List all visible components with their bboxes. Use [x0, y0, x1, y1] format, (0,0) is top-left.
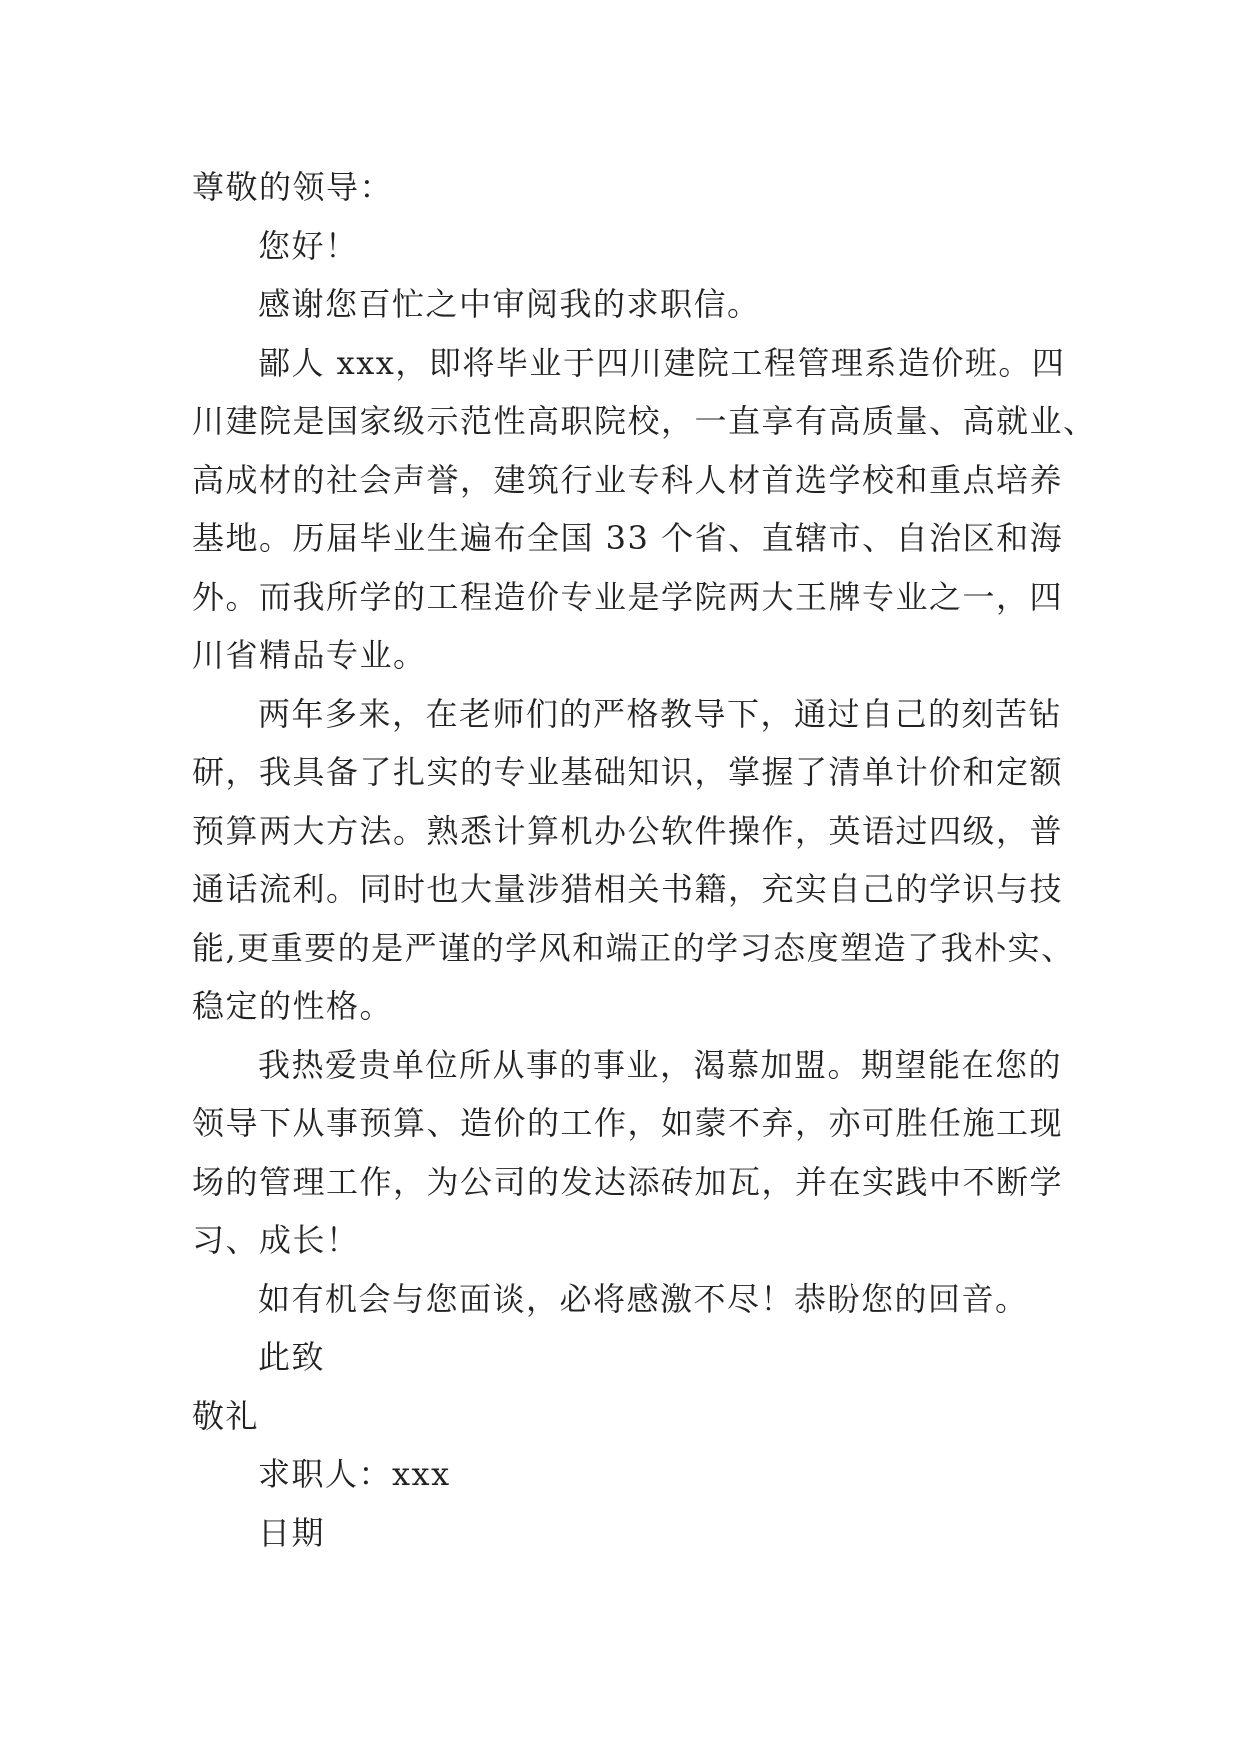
- salutation: 尊敬的领导：: [192, 168, 394, 206]
- paragraph-line: 研，我具备了扎实的专业基础知识，掌握了清单计价和定额: [192, 753, 1064, 791]
- date: 日期: [258, 1513, 326, 1552]
- closing-cizhi: 此致: [258, 1338, 326, 1376]
- paragraph-aspiration: [192, 1036, 1064, 1270]
- paragraph-line: 能,更重要的是严谨的学风和端正的学习态度塑造了我朴实、: [192, 928, 1075, 967]
- paragraph-line: 川省精品专业。: [192, 636, 427, 674]
- paragraph-line: 基地。历届毕业生遍布全国 33 个省、直辖市、自治区和海: [192, 519, 1064, 557]
- thanks-line: 感谢您百忙之中审阅我的求职信。: [258, 285, 761, 323]
- paragraph-line: 鄙人 xxx，即将毕业于四川建院工程管理系造价班。四: [258, 343, 1066, 382]
- paragraph-introduction: [192, 334, 1097, 685]
- paragraph-skills: [192, 685, 1075, 1036]
- cover-letter: [192, 158, 1097, 1562]
- paragraph-line: 习、成长！: [192, 1221, 360, 1259]
- paragraph-line: 两年多来，在老师们的严格教导下，通过自己的刻苦钻: [258, 694, 1063, 733]
- paragraph-line: 场的管理工作，为公司的发达添砖加瓦，并在实践中不断学: [192, 1162, 1064, 1201]
- paragraph-line: 高成材的社会声誉，建筑行业专科人材首选学校和重点培养: [192, 460, 1064, 499]
- paragraph-line: 预算两大方法。熟悉计算机办公软件操作，英语过四级，普: [192, 811, 1064, 850]
- paragraph-line: 我热爱贵单位所从事的事业，渴慕加盟。期望能在您的: [258, 1045, 1063, 1084]
- paragraph-line: 通话流利。同时也大量涉猎相关书籍，充实自己的学识与技: [192, 870, 1064, 908]
- greeting: 您好！: [258, 226, 359, 265]
- paragraph-line: 外。而我所学的工程造价专业是学院两大王牌专业之一，四: [192, 577, 1064, 616]
- paragraph-line: 川建院是国家级示范性高职院校，一直享有高质量、高就业、: [192, 402, 1097, 440]
- closing-request: 如有机会与您面谈，必将感激不尽！恭盼您的回音。: [258, 1279, 1029, 1318]
- paragraph-line: 领导下从事预算、造价的工作，如蒙不弃，亦可胜任施工现: [192, 1104, 1064, 1142]
- signature: 求职人：xxx: [258, 1455, 451, 1493]
- closing-jingli: 敬礼: [192, 1396, 260, 1435]
- paragraph-line: 稳定的性格。: [192, 987, 394, 1025]
